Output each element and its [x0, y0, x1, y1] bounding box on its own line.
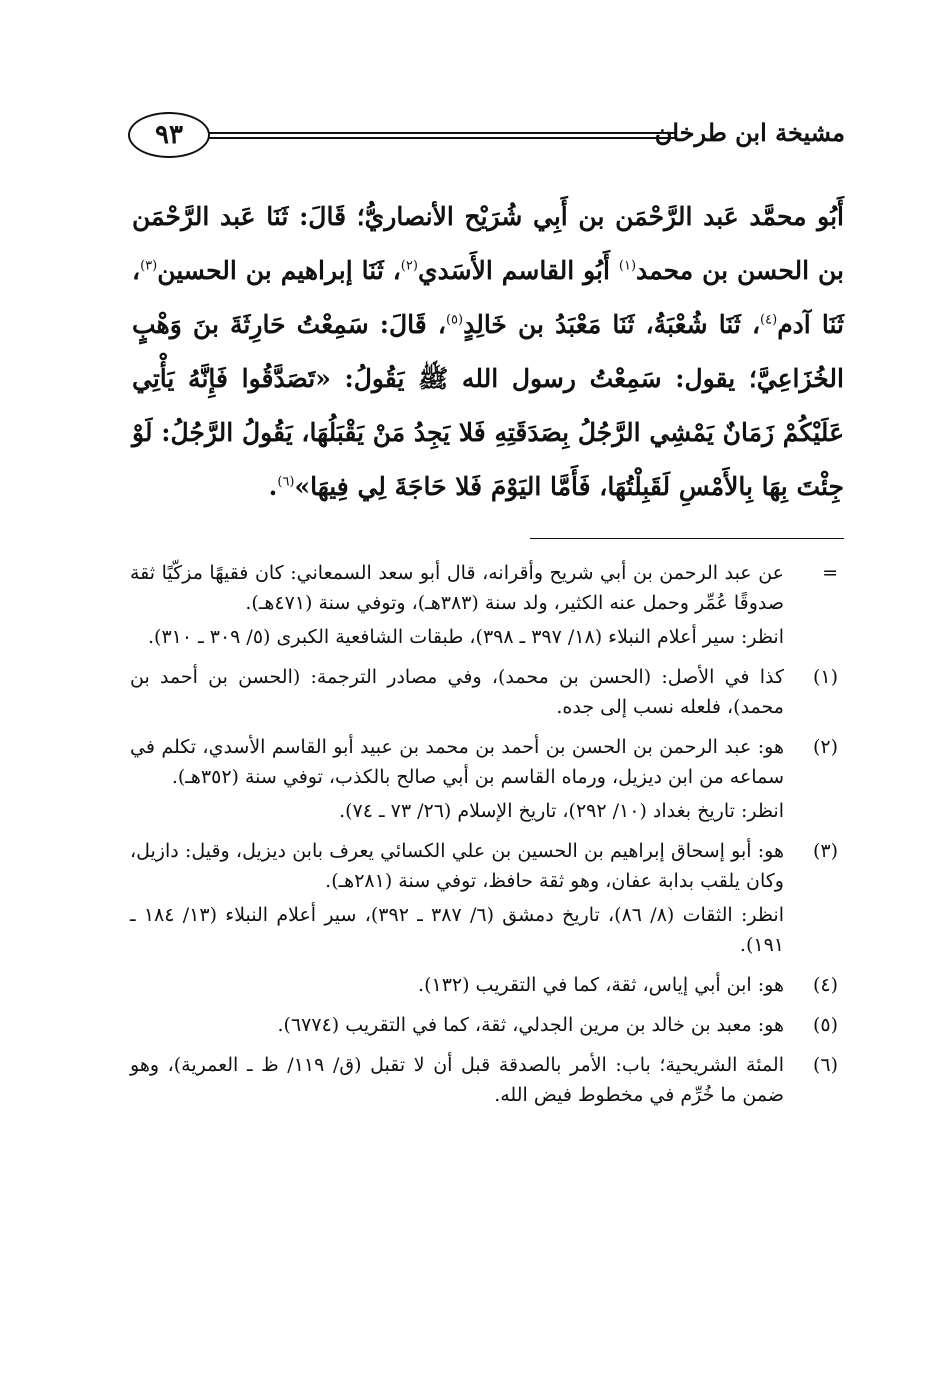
text-segment: ، ثَنَا إبراهيم بن الحسين: [157, 256, 401, 285]
text-segment: ، ثَنَا آدم: [132, 256, 844, 339]
footnote-5: [130, 1010, 838, 1040]
footnote-marker: (٦): [812, 1054, 838, 1076]
footnote-3: [130, 836, 838, 960]
footnote-marker: (١): [812, 666, 838, 688]
header-rule: [204, 132, 677, 139]
footnote-marker: (٤): [812, 974, 838, 996]
page-number-badge: [128, 112, 210, 158]
footnote-reference: انظر: الثقات (٨/ ٨٦)، تاريخ دمشق (٦/ ٣٨٧ ـ ٣٩٢)، سير أعلام النبلاء (١٣/ ١٨٤ ـ ١٩١).: [130, 904, 785, 956]
footnote-2: [130, 732, 838, 826]
footnote-text: عن عبد الرحمن بن أبي شريح وأقرانه، قال أبو سعد السمعاني: كان فقيهًا مزكّيًا ثقة صدوقًا عُمِّر وحمل عنه الكثير، ولد سنة (٣٨٣هـ)، وتوفي سنة (٤٧١هـ).: [130, 562, 784, 614]
footnote-ref: (٢): [400, 258, 418, 274]
footnote-text: هو: ابن أبي إياس، ثقة، كما في التقريب (١٣٢).: [418, 974, 784, 996]
text-segment: ، قَالَ: سَمِعْتُ حَارِثَةَ بنَ وَهْبٍ الخُزَاعِيَّ؛ يقول: سَمِعْتُ رسول الله ﷺ يَقُولُ: «تَصَدَّقُوا فَإِنَّهُ يَأْتِي عَلَيْكُمْ زَمَانٌ يَمْشِي الرَّجُلُ بِصَدَقَتِهِ فَلا يَجِدُ مَنْ يَقْبَلُهَا، يَقُولُ الرَّجُلُ: لَوْ جِئْتَ بِهَا بِالأَمْسِ لَقَبِلْتُهَا، فَأَمَّا اليَوْمَ فَلا حَاجَةَ لِي فِيهَا»: [132, 310, 844, 501]
footnote-reference: انظر: سير أعلام النبلاء (١٨/ ٣٩٧ ـ ٣٩٨)، طبقات الشافعية الكبرى (٥/ ٣٠٩ ـ ٣١٠).: [148, 626, 784, 648]
book-title: مشيخة ابن طرخان: [654, 118, 845, 147]
footnote-reference: انظر: تاريخ بغداد (١٠/ ٢٩٢)، تاريخ الإسلام (٢٦/ ٧٣ ـ ٧٤).: [339, 800, 784, 822]
text-segment: أَبُو محمَّد عَبد الرَّحْمَن بن أَبِي شُرَيْح الأنصاريُّ؛ قَالَ: ثَنَا عَبد الرَّحْمَن بن الحسن بن محمد: [132, 202, 844, 285]
footnote-4: [130, 970, 838, 1000]
footnote-6: [130, 1050, 838, 1110]
footnote-ref: (١): [618, 258, 637, 274]
footnote-divider: [530, 538, 844, 539]
page-number: ٩٣: [155, 120, 183, 150]
footnote-marker: =: [822, 562, 838, 584]
footnote-1: [130, 662, 838, 722]
footnote-marker: (٢): [812, 736, 838, 758]
text-segment: .: [268, 472, 278, 501]
footnote-text: هو: عبد الرحمن بن الحسن بن أحمد بن محمد بن عبيد أبو القاسم الأسدي، تكلم في سماعه من ابن ديزيل، ورماه القاسم بن أبي صالح بالكذب، توفي سنة (٣٥٢هـ).: [130, 736, 784, 788]
footnote-ref: (٥): [445, 312, 464, 328]
footnote-marker: (٥): [812, 1014, 838, 1036]
text-segment: ، ثَنَا شُعْبَةُ، ثَنَا مَعْبَدُ بن خَالِدٍ: [463, 310, 761, 339]
footnote-ref: (٤): [760, 312, 778, 328]
hadith-text: [132, 190, 844, 514]
footnotes: [130, 558, 838, 1120]
footnote-text: هو: معبد بن خالد بن مرين الجدلي، ثقة، كما في التقريب (٦٧٧٤).: [277, 1014, 784, 1036]
footnote-text: المئة الشريحية؛ باب: الأمر بالصدقة قبل أن لا تقبل (ق/ ١١٩/ ظ ـ العمرية)، وهو ضمن ما خُرِّم في مخطوط فيض الله.: [130, 1054, 784, 1106]
footnote-ref: (٣): [140, 258, 158, 274]
page-header: [128, 112, 845, 160]
footnote-text: كذا في الأصل: (الحسن بن محمد)، وفي مصادر الترجمة: (الحسن بن أحمد بن محمد)، فلعله نسب إلى جده.: [130, 666, 784, 718]
footnote-ref: (٦): [277, 474, 295, 490]
footnote-marker: (٣): [812, 840, 838, 862]
footnote-text: هو: أبو إسحاق إبراهيم بن الحسين بن علي الكسائي يعرف بابن ديزيل، وقيل: دازيل، وكان يلقب بدابة عفان، وهو ثقة حافظ، توفي سنة (٢٨١هـ).: [130, 840, 784, 892]
text-segment: أَبُو القاسم الأَسَدي: [417, 256, 619, 285]
footnote-continued: [130, 558, 838, 652]
